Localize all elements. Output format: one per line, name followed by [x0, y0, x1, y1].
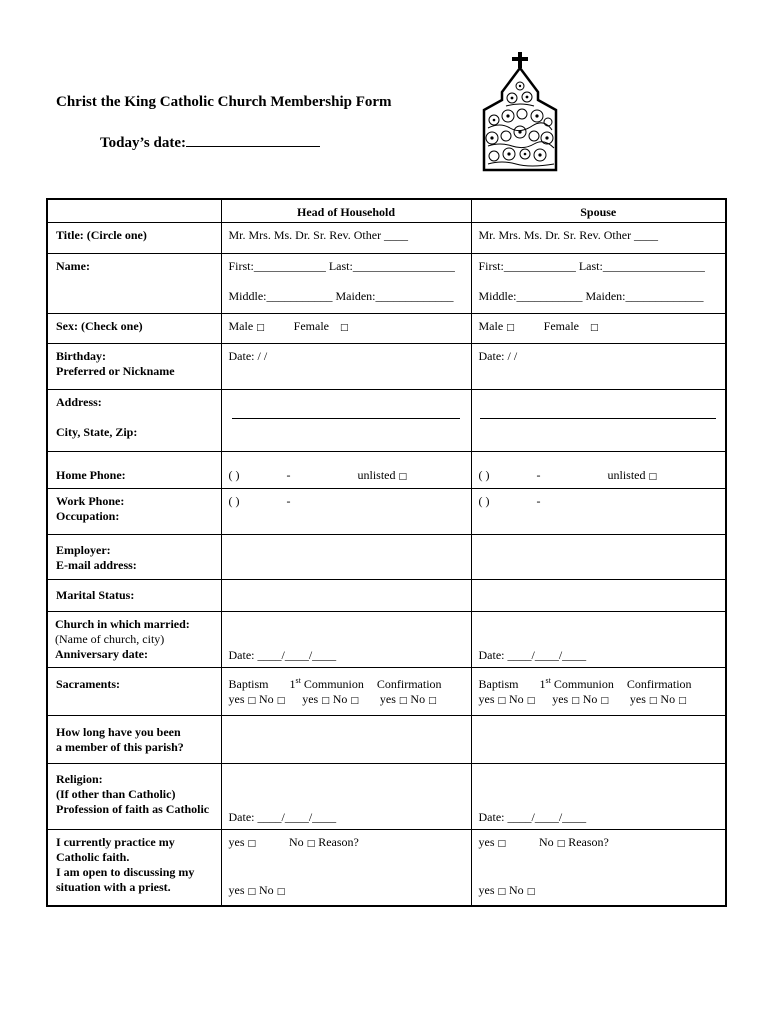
birthday-label: Birthday:: [56, 349, 107, 363]
head-communion-no-checkbox[interactable]: □: [350, 696, 359, 706]
head-address-field[interactable]: [221, 390, 471, 452]
spouse-baptism-yes-checkbox[interactable]: □: [497, 696, 507, 706]
membership-table: [46, 198, 727, 907]
spouse-work-area-code: ( ): [478, 494, 490, 508]
head-discuss-no-label: No: [259, 883, 274, 897]
practice-label-1: I currently practice my: [56, 835, 175, 849]
spouse-confirmation-label: Confirmation: [626, 677, 692, 691]
head-female-checkbox[interactable]: □: [340, 323, 349, 333]
sex-row: [47, 314, 726, 344]
how-long-labels: [47, 716, 221, 764]
spouse-work-phone-field[interactable]: [471, 489, 726, 535]
work-phone-label: Work Phone:: [56, 494, 125, 508]
church-icon: [480, 50, 560, 174]
head-discuss-no-checkbox[interactable]: □: [276, 887, 286, 897]
sacraments-label: Sacraments:: [47, 668, 221, 716]
spouse-female-checkbox[interactable]: □: [590, 323, 599, 333]
name-label: Name:: [47, 254, 221, 314]
head-practice-yes-label: yes: [228, 835, 245, 849]
address-row: [47, 390, 726, 452]
married-labels: [47, 612, 221, 668]
head-work-phone-field[interactable]: [221, 489, 471, 535]
head-title-options[interactable]: Mr. Mrs. Ms. Dr. Sr. Rev. Other ____: [221, 223, 471, 254]
head-first-last: First:____________ Last:_________________: [228, 259, 455, 273]
form-title: Christ the King Catholic Church Membership Form: [56, 94, 392, 110]
head-sex-field: [221, 314, 471, 344]
marital-row: [47, 580, 726, 612]
head-of-household-header: Head of Household: [221, 199, 471, 223]
practice-label-3: I am open to discussing my: [56, 865, 195, 879]
head-female-label: Female: [293, 319, 329, 333]
head-home-dash: -: [286, 468, 291, 482]
spouse-birthday-field[interactable]: Date: / /: [471, 344, 726, 390]
head-confirmation-no-checkbox[interactable]: □: [428, 696, 437, 706]
religion-row: [47, 764, 726, 830]
spouse-practice-yes-label: yes: [478, 835, 495, 849]
employer-email-labels: [47, 535, 221, 580]
church-married-label: Church in which married:: [55, 617, 190, 631]
spouse-work-dash: -: [536, 494, 541, 508]
head-male-label: Male: [228, 319, 254, 333]
title-label: Title: (Circle one): [47, 223, 221, 254]
spouse-practice-no-checkbox[interactable]: □: [556, 839, 566, 849]
head-address-line: [232, 418, 460, 419]
spouse-communion-no-label: No: [582, 692, 598, 706]
head-practice-no-checkbox[interactable]: □: [306, 839, 316, 849]
birthday-nickname-labels: [47, 344, 221, 390]
spouse-home-dash: -: [536, 468, 541, 482]
spouse-sex-field: [471, 314, 726, 344]
how-long-row: [47, 716, 726, 764]
spouse-discuss-no-label: No: [509, 883, 524, 897]
spouse-name-field[interactable]: [471, 254, 726, 314]
work-phone-row: [47, 489, 726, 535]
head-baptism-no-checkbox[interactable]: □: [276, 696, 286, 706]
todays-date-blank[interactable]: [186, 132, 320, 147]
address-labels: [47, 390, 221, 452]
city-state-zip-label: City, State, Zip:: [56, 425, 138, 439]
head-profession-field[interactable]: Date: ____/____/____: [221, 764, 471, 830]
head-reason-label: Reason?: [318, 835, 359, 849]
sex-label: Sex: (Check one): [47, 314, 221, 344]
head-practice-no-label: No: [289, 835, 304, 849]
nickname-label: Preferred or Nickname: [56, 364, 175, 378]
church-married-hint: (Name of church, city): [55, 632, 165, 646]
sacraments-row: [47, 668, 726, 716]
spouse-baptism-no-label: No: [509, 692, 524, 706]
head-employer-field[interactable]: [221, 535, 471, 580]
anniversary-label: Anniversary date:: [55, 647, 148, 661]
practice-label-2: Catholic faith.: [56, 850, 130, 864]
spouse-communion-no-checkbox[interactable]: □: [600, 696, 609, 706]
head-middle-maiden: Middle:___________ Maiden:_____________: [228, 289, 454, 303]
spouse-discuss-yes-label: yes: [478, 883, 495, 897]
address-label: Address:: [56, 395, 102, 409]
how-long-label-1: How long have you been: [56, 725, 181, 739]
head-discuss-yes-checkbox[interactable]: □: [247, 887, 257, 897]
head-male-checkbox[interactable]: □: [256, 323, 265, 333]
spouse-address-line: [480, 418, 716, 419]
head-baptism-yes-checkbox[interactable]: □: [247, 696, 257, 706]
head-baptism-yes-label: yes: [228, 692, 245, 706]
email-label: E-mail address:: [56, 558, 137, 572]
head-work-area-code: ( ): [228, 494, 240, 508]
religion-labels: [47, 764, 221, 830]
home-phone-row: [47, 452, 726, 489]
head-birthday-field[interactable]: Date: / /: [221, 344, 471, 390]
head-baptism-no-label: No: [259, 692, 274, 706]
practice-labels: [47, 830, 221, 906]
spouse-communion-yes-label: yes: [552, 692, 569, 706]
head-practice-field: [221, 830, 471, 906]
todays-date-field: [100, 132, 320, 152]
birthday-row: [47, 344, 726, 390]
spouse-female-label: Female: [543, 319, 579, 333]
head-discuss-yes-label: yes: [228, 883, 245, 897]
spouse-unlisted-checkbox[interactable]: □: [648, 472, 658, 482]
spouse-discuss-yes-checkbox[interactable]: □: [497, 887, 507, 897]
spouse-address-field[interactable]: [471, 390, 726, 452]
header-row: [47, 199, 726, 223]
spouse-anniversary-field[interactable]: Date: ____/____/____: [471, 612, 726, 668]
spouse-sacraments-field: [471, 668, 726, 716]
spouse-reason-label: Reason?: [568, 835, 609, 849]
spouse-communion-yes-checkbox[interactable]: □: [571, 696, 580, 706]
head-anniversary-field[interactable]: Date: ____/____/____: [221, 612, 471, 668]
head-confirmation-yes-label: yes: [379, 692, 396, 706]
head-communion-yes-label: yes: [302, 692, 319, 706]
employer-row: [47, 535, 726, 580]
spouse-male-checkbox[interactable]: □: [506, 323, 515, 333]
head-communion-no-label: No: [332, 692, 348, 706]
spouse-practice-no-label: No: [539, 835, 554, 849]
spouse-first-last: First:____________ Last:_________________: [478, 259, 705, 273]
head-unlisted-label: unlisted: [357, 468, 396, 482]
religion-label: Religion:: [56, 772, 103, 786]
spouse-header: Spouse: [471, 199, 726, 223]
home-phone-label: Home Phone:: [47, 452, 221, 489]
head-unlisted-checkbox[interactable]: □: [398, 472, 408, 482]
spouse-how-long-field[interactable]: [471, 716, 726, 764]
head-marital-field[interactable]: [221, 580, 471, 612]
head-baptism-label: Baptism: [228, 677, 269, 691]
spouse-marital-field[interactable]: [471, 580, 726, 612]
head-sacraments-field: [221, 668, 471, 716]
work-occupation-labels: [47, 489, 221, 535]
spouse-confirmation-yes-checkbox[interactable]: □: [648, 696, 658, 706]
name-row: [47, 254, 726, 314]
head-communion-label: 1st Communion: [289, 676, 364, 691]
head-confirmation-label: Confirmation: [376, 677, 442, 691]
spouse-profession-field[interactable]: Date: ____/____/____: [471, 764, 726, 830]
employer-label: Employer:: [56, 543, 111, 557]
spouse-practice-field: [471, 830, 726, 906]
head-home-area-code: ( ): [228, 468, 240, 482]
spouse-middle-maiden: Middle:___________ Maiden:_____________: [478, 289, 704, 303]
spouse-title-options[interactable]: Mr. Mrs. Ms. Dr. Sr. Rev. Other ____: [471, 223, 726, 254]
spouse-employer-field[interactable]: [471, 535, 726, 580]
profession-label: Profession of faith as Catholic: [56, 802, 210, 816]
head-home-phone-field[interactable]: [221, 452, 471, 489]
todays-date-label: Today’s date:: [100, 135, 186, 151]
head-confirmation-yes-checkbox[interactable]: □: [398, 696, 408, 706]
married-row: [47, 612, 726, 668]
head-work-dash: -: [286, 494, 291, 508]
spouse-baptism-label: Baptism: [478, 677, 519, 691]
spouse-home-area-code: ( ): [478, 468, 490, 482]
head-name-field[interactable]: [221, 254, 471, 314]
spouse-baptism-yes-label: yes: [478, 692, 495, 706]
spouse-practice-yes-checkbox[interactable]: □: [497, 839, 507, 849]
spouse-confirmation-no-checkbox[interactable]: □: [678, 696, 687, 706]
title-row: [47, 223, 726, 254]
spouse-communion-label: 1st Communion: [539, 676, 614, 691]
head-how-long-field[interactable]: [221, 716, 471, 764]
head-communion-yes-checkbox[interactable]: □: [321, 696, 330, 706]
practice-row: [47, 830, 726, 906]
occupation-label: Occupation:: [56, 509, 120, 523]
spouse-home-phone-field[interactable]: [471, 452, 726, 489]
how-long-label-2: a member of this parish?: [56, 740, 184, 754]
header-blank-cell: [47, 199, 221, 223]
head-confirmation-no-label: No: [410, 692, 426, 706]
spouse-confirmation-no-label: No: [660, 692, 676, 706]
spouse-discuss-no-checkbox[interactable]: □: [526, 887, 536, 897]
practice-label-4: situation with a priest.: [56, 880, 171, 894]
religion-hint: (If other than Catholic): [56, 787, 176, 801]
head-practice-yes-checkbox[interactable]: □: [247, 839, 257, 849]
spouse-confirmation-yes-label: yes: [629, 692, 646, 706]
spouse-male-label: Male: [478, 319, 504, 333]
spouse-unlisted-label: unlisted: [607, 468, 646, 482]
marital-status-label: Marital Status:: [47, 580, 221, 612]
spouse-baptism-no-checkbox[interactable]: □: [526, 696, 536, 706]
